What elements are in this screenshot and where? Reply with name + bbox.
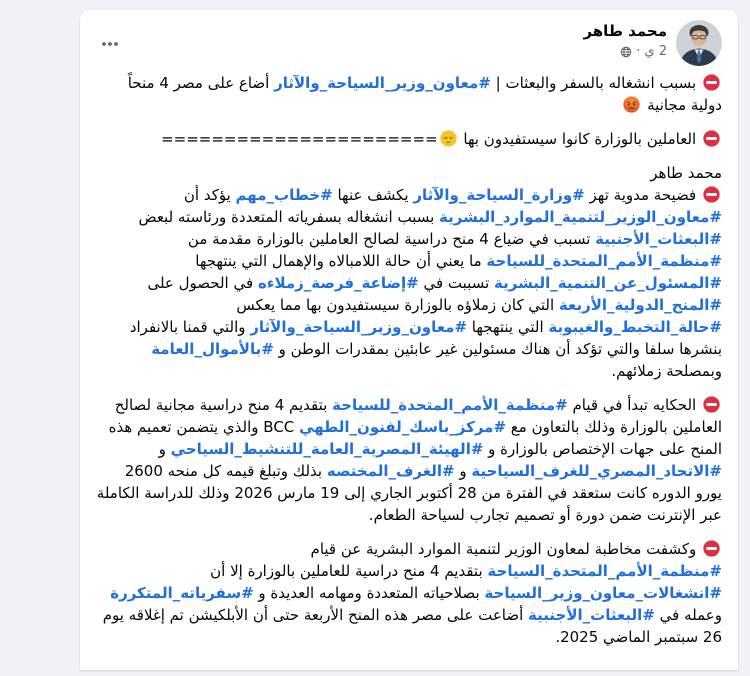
text-segment: بسبب انشغاله بسفرياته المتعددة ورئاسته لبعض [138,208,440,226]
text-segment: أضاع على مصر 4 منحاً دولية مجانية [127,74,722,114]
text-segment: بتقديم 4 منح دراسية مجانية لصالح العاملين بالوزارة وذلك بالتعاون مع [114,396,722,436]
hashtag-link[interactable]: #معاون_وزير_السياحة_والآثار [274,74,491,92]
text-segment: وعمله في [654,606,722,624]
text-segment: محمد طاهر [650,164,722,182]
text-segment: بصلاحياته المتعددة ومهامه العديدة و [253,584,485,602]
hashtag-link[interactable]: #الهيئة_المصرية_العامة_للتنشيط_السياحي [170,440,484,458]
hashtag-link[interactable]: #خطاب_مهم [235,186,333,204]
hashtag-link[interactable]: #منظمة_الأمم_المتحدة_للسياحة [332,396,568,414]
no-entry-emoji [703,130,720,147]
post-meta [583,43,667,60]
text-segment: ====================== [161,130,438,148]
angry-face-emoji [623,96,640,113]
text-segment: بذلك وتبلغ قيمه كل منحه 2600 يورو الدوره كانت ستعقد في الفترة من 28 أكتوبر الجاري إلى 19 مارس 2026 وذلك للدراسة الكاملة عبر الإنترنت ضمن دورة أو تصميم تجارب لسياحة الطعام. [96,462,722,524]
hashtag-link[interactable]: #الاتحاد_المصري_للغرف_السياحية [471,462,722,480]
post-paragraph [96,128,722,150]
hashtag-link[interactable]: #المنح_الدولية_الأربعة [558,296,722,314]
text-segment: فضيحة مدوية تهز [584,186,701,204]
no-entry-emoji [703,540,720,557]
hashtag-link[interactable]: #وزارة_السياحة_والآثار [413,186,585,204]
text-segment: بتقديم 4 منح دراسية للعاملين بالوزارة إلا أن [210,562,488,580]
text-segment: ما يعني أن حالة اللامبالاه والإهمال التي ينتهجها [195,252,487,270]
hashtag-link[interactable]: #سفرياته_المتكررة [110,584,254,602]
hashtag-link[interactable]: #معاون_الوزير_لتنمية_الموارد_البشرية [439,208,722,226]
avatar[interactable] [676,20,722,66]
no-entry-emoji [703,74,720,91]
meta-separator: · [636,44,641,59]
text-segment: تسبب في ضياع 4 منح دراسية لصالح العاملين بالوزارة مقدمة من [187,230,596,248]
post-card [80,10,738,670]
post-paragraph [96,538,722,648]
post-header [80,10,738,66]
hashtag-link[interactable]: #إضاعة_فرصة_زملاءه [257,274,419,292]
post-author-block [583,20,667,60]
no-entry-emoji [703,186,720,203]
post-paragraph [96,72,722,116]
text-segment: و [158,440,171,458]
post-paragraph [96,394,722,526]
text-segment: يكشف عنها [332,186,414,204]
text-segment: أضاعت على مصر هذه المنح الأربعة حتى أن الأبلكيشن تم إغلاقه يوم 26 سبتمبر الماضي 2025. [102,606,722,646]
hashtag-link[interactable]: #البعثات_الأجنبية [528,606,655,624]
hashtag-link[interactable]: #معاون_وزير_السياحة_والآثار [250,318,468,336]
more-options-icon [100,34,120,54]
text-segment: التي كان زملاؤه بالوزارة سيستفيدون بها مما يعكس [236,296,559,314]
text-segment: الحكايه تبدأ في قيام [567,396,701,414]
text-segment: والتي قمنا بالانفراد بنشرها سلفا والتي تؤكد أن هناك مسئولين غير عابئين بمقدرات الوطن و [129,318,722,358]
post-paragraph [96,162,722,184]
text-segment: العاملين بالوزارة كانوا سيستفيدون بها [458,130,701,148]
no-entry-emoji [703,396,720,413]
text-segment: في الحصول على [147,274,258,292]
hashtag-link[interactable]: #مركز_باسك_لفنون_الطهي [299,418,507,436]
hashtag-link[interactable]: #المسئول_عن_التنمية_البشرية [494,274,722,292]
hashtag-link[interactable]: #حالة_التخبط_والغيبوبة [548,318,722,336]
hashtag-link[interactable]: #الغرف_المختصه [326,462,455,480]
post-paragraph [96,184,722,382]
hashtag-link[interactable]: #منظمة_الأمم_المتحدة_للسياحة [486,252,722,270]
text-segment: وكشفت مخاطبة لمعاون الوزير لتنمية الموارد البشرية عن قيام [310,540,701,558]
text-segment: يؤكد أن [183,186,236,204]
text-segment: و [454,462,472,480]
text-segment: بسبب انشغاله بالسفر والبعثات | [490,74,701,92]
author-name[interactable]: محمد طاهر [583,22,667,40]
text-segment: تسببت في [418,274,495,292]
globe-icon [620,46,632,58]
pensive-face-emoji [440,130,457,147]
more-options-button[interactable] [94,28,126,60]
hashtag-link[interactable]: #البعثات_الأجنبية [595,230,722,248]
text-segment: BCC والذي يتضمن تعميم هذه المنح على جهات الإختصاص بالوزارة و [108,418,722,458]
post-body [80,66,738,676]
hashtag-link[interactable]: #منظمة_الأمم_المتحدة_السياحة [487,562,722,580]
hashtag-link[interactable]: #انشغالات_معاون_وزير_السياحة [484,584,722,602]
text-segment: وبمصلحة زملائهم. [611,362,722,380]
hashtag-link[interactable]: #بالأموال_العامة [151,340,274,358]
timestamp[interactable]: 2 ي [644,44,667,59]
text-segment: التي ينتهجها [467,318,549,336]
